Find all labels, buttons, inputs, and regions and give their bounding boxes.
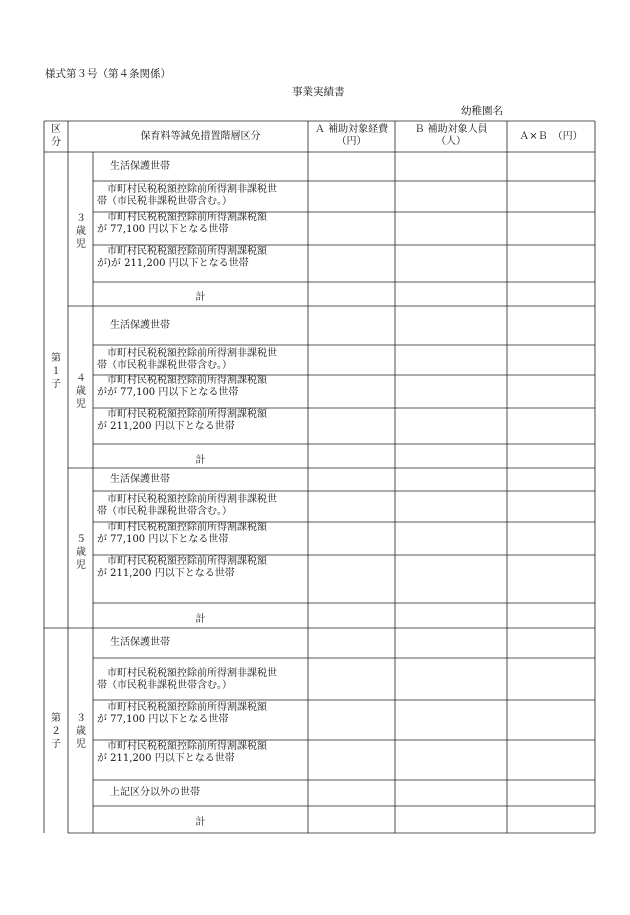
group-second-child: 第２子 — [51, 713, 61, 750]
row-exempt: 市町村民税税額控除前所得割非課税世 帯（市民税非課税世帯含む。） — [97, 184, 277, 207]
row-under211: 市町村民税税額控除前所得割課税額 が 211,200 円以下となる世帯 — [97, 409, 267, 432]
row-welfare: 生活保護世帯 — [110, 161, 170, 172]
age-3-label-second: ３歳児 — [76, 713, 86, 750]
form-number: 様式第３号（第４条関係） — [45, 68, 171, 80]
row-total: 計 — [195, 817, 206, 828]
header-axb: Ａ×Ｂ （円） — [519, 131, 583, 142]
row-welfare: 生活保護世帯 — [110, 474, 170, 485]
row-welfare: 生活保護世帯 — [110, 320, 170, 331]
header-category: 区分 — [51, 124, 61, 148]
header-a-expense: Ａ 補助対象経費 （円） — [314, 124, 389, 147]
row-exempt: 市町村民税税額控除前所得割非課税世 帯（市民税非課税世帯含む。） — [97, 348, 277, 371]
document-title: 事業実績書 — [292, 86, 345, 98]
row-under211: 市町村民税税額控除前所得割課税額 が 211,200 円以下となる世帯 — [97, 556, 267, 579]
row-total: 計 — [195, 614, 206, 625]
row-welfare: 生活保護世帯 — [110, 637, 170, 648]
row-total: 計 — [195, 455, 206, 466]
row-under211: 市町村民税税額控除前所得割課税額 が 211,200 円以下となる世帯 — [97, 741, 267, 764]
row-under77: 市町村民税税額控除前所得割課税額 が 77,100 円以下となる世帯 — [97, 522, 267, 545]
age-3-label: ３歳児 — [76, 213, 86, 250]
row-exempt: 市町村民税税額控除前所得割非課税世 帯（市民税非課税世帯含む。） — [97, 668, 277, 691]
age-4-label: ４歳児 — [76, 373, 86, 410]
row-under77: 市町村民税税額控除前所得割課税額 がが 77,100 円以下となる世帯 — [97, 375, 267, 398]
row-total: 計 — [195, 292, 206, 303]
row-under77: 市町村民税税額控除前所得割課税額 が 77,100 円以下となる世帯 — [97, 702, 267, 725]
row-under77: 市町村民税税額控除前所得割課税額 が 77,100 円以下となる世帯 — [97, 212, 267, 235]
header-b-persons: Ｂ 補助対象人員 （人） — [414, 124, 488, 147]
age-5-label: ５歳児 — [76, 534, 86, 571]
row-exempt: 市町村民税税額控除前所得割非課税世 帯（市民税非課税世帯含む。） — [97, 494, 277, 517]
row-under211: 市町村民税税額控除前所得割課税額 が)が 211,200 円以下となる世帯 — [97, 246, 267, 269]
group-first-child: 第１子 — [51, 353, 61, 390]
row-other: 上記区分以外の世帯 — [110, 787, 200, 798]
kindergarten-name-label: 幼稚園名 — [461, 105, 503, 117]
header-bracket: 保育料等減免措置階層区分 — [140, 131, 261, 142]
